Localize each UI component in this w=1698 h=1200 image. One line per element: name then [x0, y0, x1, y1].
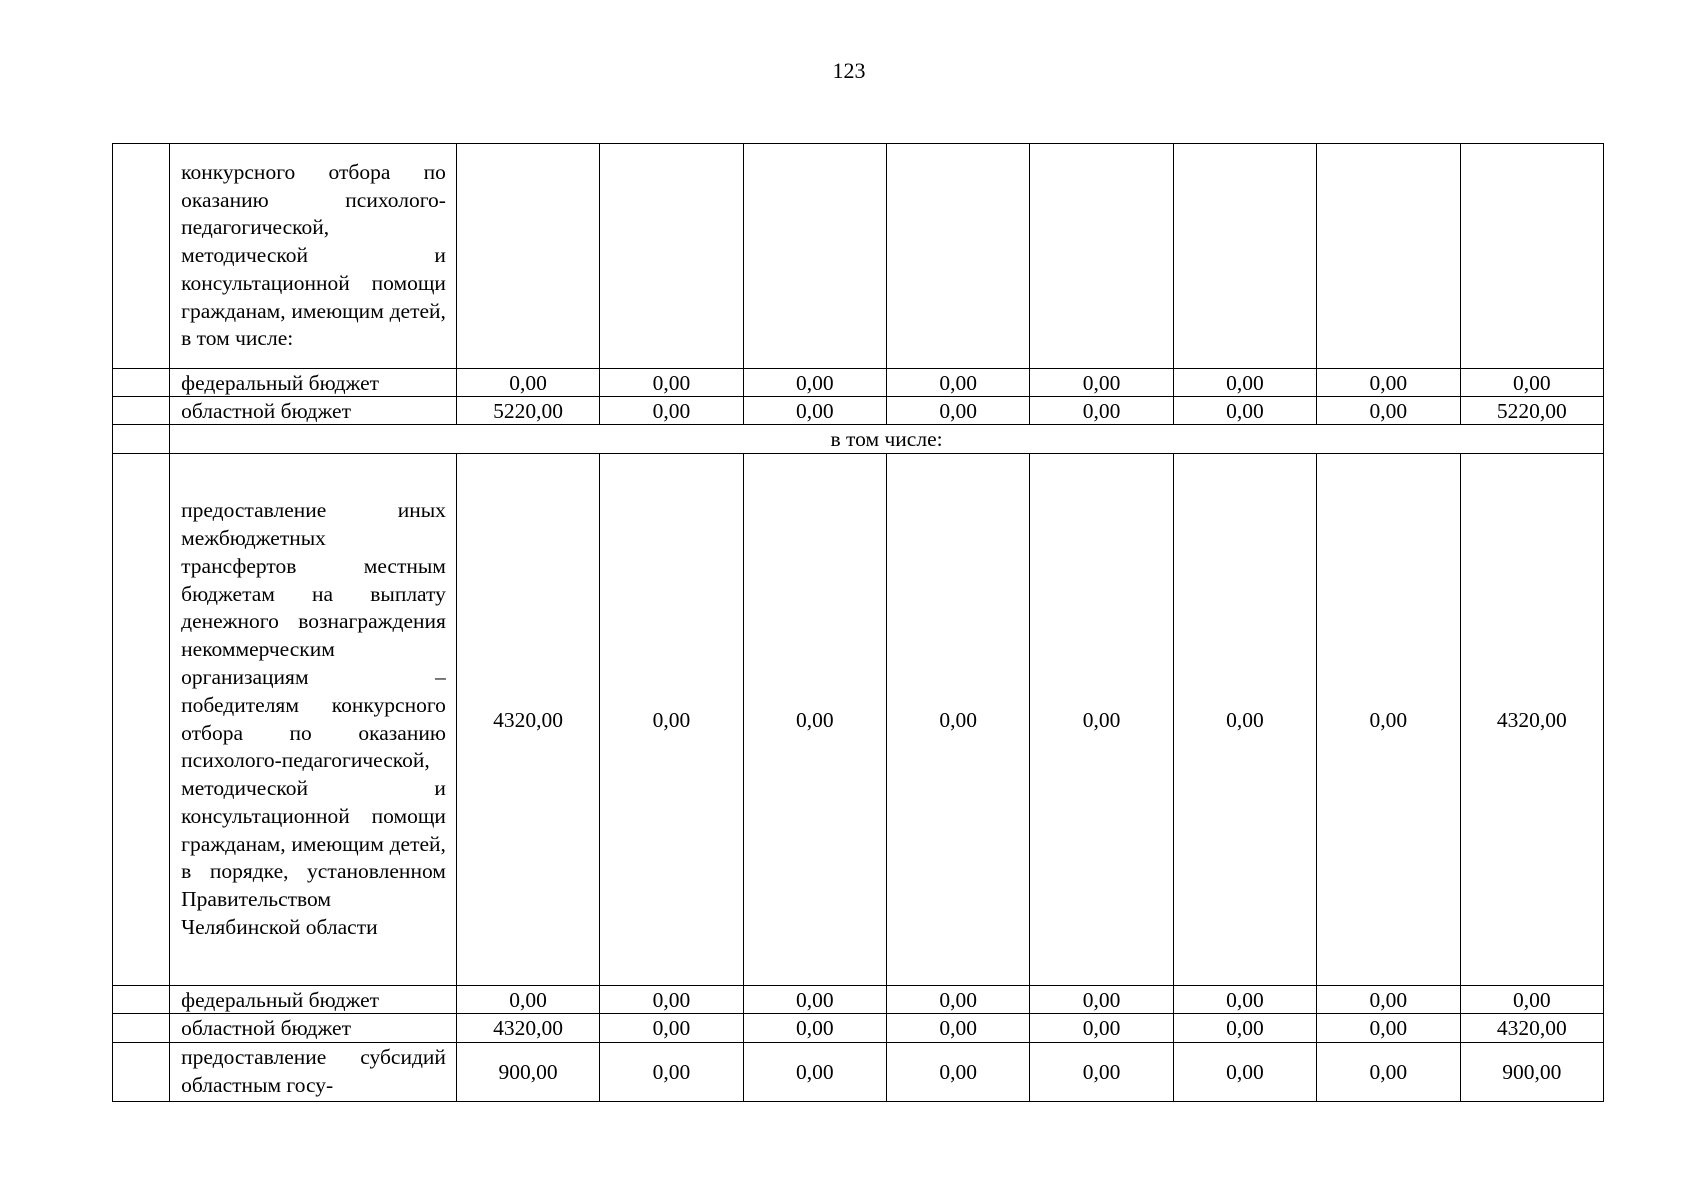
- value-cell: 0,00: [887, 986, 1030, 1014]
- value-cell: 0,00: [600, 986, 743, 1014]
- value-cell: 5220,00: [1460, 397, 1603, 425]
- row-number-cell: [113, 369, 170, 397]
- value-cell: 0,00: [456, 369, 599, 397]
- value-cell: 0,00: [1460, 369, 1603, 397]
- value-cell: 0,00: [1030, 986, 1173, 1014]
- value-cell: 0,00: [743, 1014, 886, 1043]
- value-cell: 0,00: [1173, 986, 1316, 1014]
- value-cell: [1173, 144, 1316, 369]
- page-number: 123: [832, 58, 866, 83]
- row-number-cell: [113, 1014, 170, 1043]
- value-cell: 0,00: [1030, 1043, 1173, 1102]
- table-row: [113, 425, 1604, 454]
- row-number-cell: [113, 1043, 170, 1102]
- table-row: [113, 369, 1604, 397]
- value-cell: 0,00: [1317, 1043, 1460, 1102]
- row-number-cell: [113, 425, 170, 454]
- value-cell: [456, 144, 599, 369]
- value-cell: 0,00: [1173, 369, 1316, 397]
- table-row: [113, 454, 1604, 986]
- value-cell: 0,00: [887, 454, 1030, 986]
- value-cell: 4320,00: [1460, 1014, 1603, 1043]
- value-cell: 4320,00: [456, 1014, 599, 1043]
- value-cell: 0,00: [1030, 454, 1173, 986]
- value-cell: 0,00: [1173, 454, 1316, 986]
- value-cell: 0,00: [1173, 1043, 1316, 1102]
- value-cell: 0,00: [1460, 986, 1603, 1014]
- value-cell: 0,00: [1173, 397, 1316, 425]
- value-cell: 0,00: [600, 454, 743, 986]
- value-cell: 0,00: [1317, 454, 1460, 986]
- row-number-cell: [113, 986, 170, 1014]
- row-label: областной бюджет: [170, 397, 457, 425]
- value-cell: 900,00: [1460, 1043, 1603, 1102]
- table-row: [113, 144, 1604, 369]
- value-cell: 0,00: [887, 1014, 1030, 1043]
- value-cell: 0,00: [1030, 369, 1173, 397]
- value-cell: 0,00: [1317, 986, 1460, 1014]
- section-subtitle: в том числе:: [170, 425, 1604, 454]
- table-row: [113, 986, 1604, 1014]
- value-cell: 0,00: [600, 1014, 743, 1043]
- value-cell: 0,00: [456, 986, 599, 1014]
- row-number-cell: [113, 397, 170, 425]
- table-row: [113, 1043, 1604, 1102]
- value-cell: [887, 144, 1030, 369]
- value-cell: [743, 144, 886, 369]
- row-number-cell: [113, 144, 170, 369]
- row-number-cell: [113, 454, 170, 986]
- value-cell: 0,00: [887, 369, 1030, 397]
- value-cell: 0,00: [743, 369, 886, 397]
- value-cell: 0,00: [1173, 1014, 1316, 1043]
- value-cell: 0,00: [887, 397, 1030, 425]
- value-cell: 0,00: [1317, 397, 1460, 425]
- value-cell: 0,00: [743, 397, 886, 425]
- row-label: предоставление иных межбюджетных трансфертов местным бюджетам на выплату денежного вознаграждения некоммерческим организациям – победителям конкурсного отбора по оказанию психолого-педагогической, методической и консультационной помощи гражданам, имеющим детей, в порядке, установленном Правительством Челябинской области: [170, 454, 457, 986]
- value-cell: 0,00: [743, 986, 886, 1014]
- value-cell: 0,00: [743, 454, 886, 986]
- value-cell: [1317, 144, 1460, 369]
- table-row: [113, 397, 1604, 425]
- value-cell: 0,00: [887, 1043, 1030, 1102]
- value-cell: 0,00: [1030, 397, 1173, 425]
- value-cell: 0,00: [600, 1043, 743, 1102]
- row-label: конкурсного отбора по оказанию психолого-педагогической, методической и консультационной помощи гражданам, имеющим детей, в том числе:: [170, 144, 457, 369]
- value-cell: [1460, 144, 1603, 369]
- value-cell: 5220,00: [456, 397, 599, 425]
- row-label: федеральный бюджет: [170, 986, 457, 1014]
- table-row: [113, 1014, 1604, 1043]
- value-cell: 0,00: [1317, 1014, 1460, 1043]
- value-cell: 900,00: [456, 1043, 599, 1102]
- row-label: федеральный бюджет: [170, 369, 457, 397]
- value-cell: 4320,00: [456, 454, 599, 986]
- value-cell: 0,00: [600, 397, 743, 425]
- budget-table: [112, 143, 1604, 1102]
- row-label: областной бюджет: [170, 1014, 457, 1043]
- value-cell: 0,00: [1030, 1014, 1173, 1043]
- value-cell: 4320,00: [1460, 454, 1603, 986]
- value-cell: [600, 144, 743, 369]
- value-cell: [1030, 144, 1173, 369]
- value-cell: 0,00: [743, 1043, 886, 1102]
- value-cell: 0,00: [600, 369, 743, 397]
- row-label: предоставление субсидий областным госу-: [170, 1043, 457, 1102]
- value-cell: 0,00: [1317, 369, 1460, 397]
